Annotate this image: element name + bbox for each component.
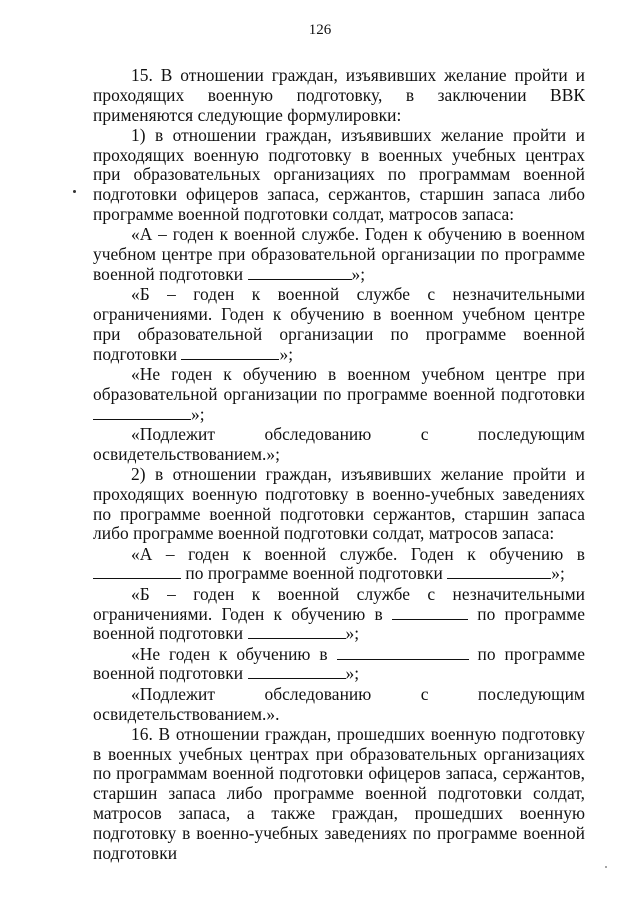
paragraph-text: 2) в отношении граждан, изъявивших желание пройти и проходящих военную подготовку в военно-учебных заведениях по программе военной подготовки сержантов, старшин запаса либо программе военной подготовки солдат, матросов запаса: [93, 463, 585, 544]
paragraph-text: 15. В отношении граждан, изъявивших желание пройти и проходящих военную подготовку, в заключении ВВК применяются следующие формулировки: [93, 65, 585, 125]
paragraph-text: «Не годен к обучению в [131, 643, 328, 664]
blank-line [93, 405, 191, 420]
page-number: 126 [308, 22, 332, 38]
formulation-not-fit-vuz [93, 645, 585, 685]
paragraph-text: по программе военной подготовки [93, 643, 585, 684]
paragraph-text: по программе военной подготовки [185, 563, 443, 584]
paragraph-text: »; [345, 663, 360, 684]
paragraph-text: «Б – годен к военной службе с незначительными ограничениями. Годен к обучению в военном учебном центре при образовательной организации по программе военной подготовки [93, 284, 585, 364]
blank-line [93, 564, 181, 579]
blank-line [447, 564, 551, 579]
paragraph-text: »; [351, 263, 366, 284]
blank-line [248, 265, 352, 280]
formulation-b-vuz [93, 585, 585, 644]
document-body [93, 66, 585, 863]
formulation-not-fit-vuc [93, 365, 585, 424]
paragraph-text: по программе военной подготовки [93, 603, 585, 644]
paragraph-15-2 [93, 465, 585, 544]
formulation-a-vuc [93, 225, 585, 284]
formulation-b-vuc [93, 285, 585, 364]
blank-line [392, 605, 468, 620]
blank-line [337, 645, 469, 660]
paragraph-15-1 [93, 126, 585, 225]
blank-line [248, 624, 346, 639]
margin-mark [73, 190, 76, 193]
scan-speck [605, 866, 607, 868]
blank-line [248, 664, 346, 679]
paragraph-15 [93, 66, 585, 125]
blank-line [181, 345, 279, 360]
formulation-a-vuz [93, 545, 585, 585]
paragraph-text: »; [345, 623, 360, 644]
paragraph-text: «Б – годен к военной службе с незначительными ограничениями. Годен к обучению в [93, 583, 585, 624]
paragraph-text: »; [551, 563, 565, 584]
paragraph-text: «А – годен к военной службе. Годен к обучению в [131, 543, 585, 564]
formulation-examination-vuz [93, 685, 585, 725]
paragraph-text: »; [191, 403, 205, 424]
paragraph-text: «А – годен к военной службе. Годен к обучению в военном учебном центре при образовательной организации по программе военной подготовки [93, 224, 585, 284]
paragraph-text: 16. В отношении граждан, прошедших военную подготовку в военных учебных центрах при образовательных организациях по программам военной подготовки офицеров запаса, сержантов, старшин запаса либо программе военной подготовки солдат, матросов запаса, а также граждан, прошедших военную подготовку в военно-учебных заведениях по программе военной подготовки [93, 723, 585, 863]
paragraph-text: »; [279, 343, 294, 364]
paragraph-text: «Не годен к обучению в военном учебном центре при образовательной организации по программе военной подготовки [93, 363, 585, 404]
formulation-examination-vuc [93, 425, 585, 465]
paragraph-text: «Подлежит обследованию с последующим освидетельствованием.». [93, 683, 585, 724]
paragraph-text: 1) в отношении граждан, изъявивших желание пройти и проходящих военную подготовку в военных учебных центрах при образовательных организациях по программам военной подготовки офицеров запаса, сержантов, старшин запаса либо программе военной подготовки солдат, матросов запаса: [93, 124, 585, 225]
paragraph-16 [93, 725, 585, 864]
paragraph-text: «Подлежит обследованию с последующим освидетельствованием.»; [93, 423, 585, 464]
